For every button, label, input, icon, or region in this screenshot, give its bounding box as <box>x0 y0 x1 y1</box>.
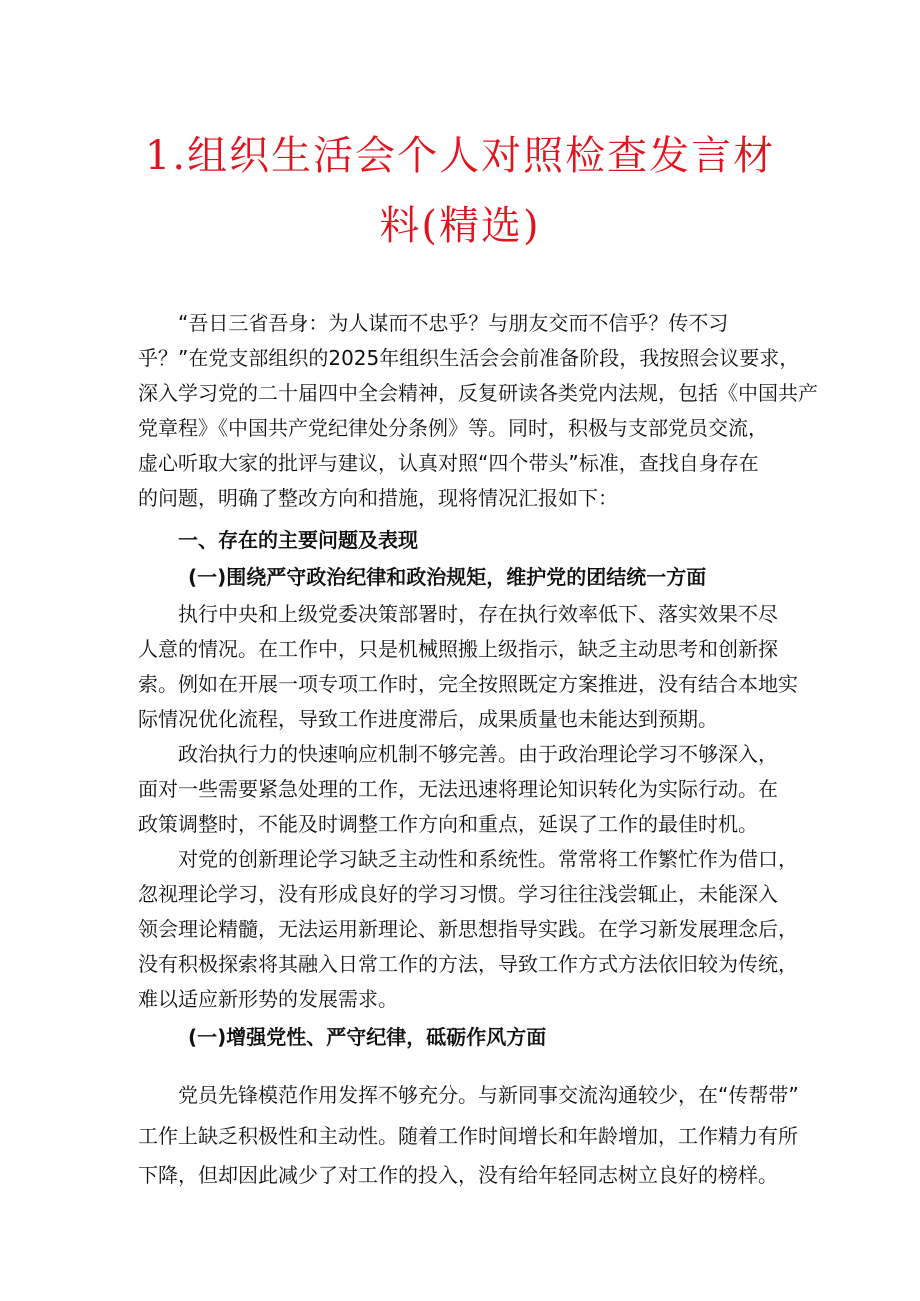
paragraph-line: 忽视理论学习，没有形成良好的学习习惯。学习往往浅尝辄止，未能深入 <box>138 882 778 906</box>
paragraph-line: 党员先锋模范作用发挥不够充分。与新同事交流沟通较少，在“传帮带” <box>178 1083 799 1107</box>
paragraph-line: 政策调整时，不能及时调整工作方向和重点，延误了工作的最佳时机。 <box>138 812 758 836</box>
paragraph-line: 没有积极探索将其融入日常工作的方法，导致工作方式方法依旧较为传统， <box>138 952 798 976</box>
paragraph-line: 深入学习党的二十届四中全会精神，反复研读各类党内法规，包括《中国共产 <box>138 381 818 405</box>
paragraph-line: “吾日三省吾身：为人谋而不忠乎？与朋友交而不信乎？传不习 <box>178 311 729 335</box>
paragraph-line: 领会理论精髓，无法运用新理论、新思想指导实践。在学习新发展理念后， <box>138 917 798 941</box>
document-title-line-2: 料(精选) <box>379 203 541 249</box>
paragraph-line: 乎？”在党支部组织的2025年组织生活会会前准备阶段，我按照会议要求， <box>138 346 800 370</box>
subsection-heading: (一)增强党性、严守纪律，砥砺作风方面 <box>188 1025 547 1049</box>
paragraph-line: 际情况优化流程，导致工作进度滞后，成果质量也未能达到预期。 <box>138 707 718 731</box>
paragraph-line: 执行中央和上级党委决策部署时，存在执行效率低下、落实效果不尽 <box>178 602 778 626</box>
paragraph-line: 虚心听取大家的批评与建议，认真对照“四个带头”标准，查找自身存在 <box>138 451 759 475</box>
paragraph-line: 索。例如在开展一项专项工作时，完全按照既定方案推进，没有结合本地实 <box>138 672 798 696</box>
paragraph-line: 面对一些需要紧急处理的工作，无法迅速将理论知识转化为实际行动。在 <box>138 777 778 801</box>
subsection-heading: (一)围绕严守政治纪律和政治规矩，维护党的团结统一方面 <box>188 565 707 589</box>
paragraph-line: 下降，但却因此减少了对工作的投入，没有给年轻同志树立良好的榜样。 <box>138 1163 778 1187</box>
document-title-line-1: 1.组织生活会个人对照检查发言材 <box>144 133 776 179</box>
paragraph-line: 党章程》《中国共产党纪律处分条例》等。同时，积极与支部党员交流， <box>138 416 768 440</box>
paragraph-line: 的问题，明确了整改方向和措施，现将情况汇报如下： <box>138 486 618 510</box>
section-heading: 一、存在的主要问题及表现 <box>178 528 418 552</box>
paragraph-line: 难以适应新形势的发展需求。 <box>138 987 398 1011</box>
paragraph-line: 工作上缺乏积极性和主动性。随着工作时间增长和年龄增加，工作精力有所 <box>138 1124 798 1148</box>
paragraph-line: 人意的情况。在工作中，只是机械照搬上级指示，缺乏主动思考和创新探 <box>138 637 778 661</box>
paragraph-line: 政治执行力的快速响应机制不够完善。由于政治理论学习不够深入， <box>178 742 778 766</box>
paragraph-line: 对党的创新理论学习缺乏主动性和系统性。常常将工作繁忙作为借口， <box>178 847 798 871</box>
